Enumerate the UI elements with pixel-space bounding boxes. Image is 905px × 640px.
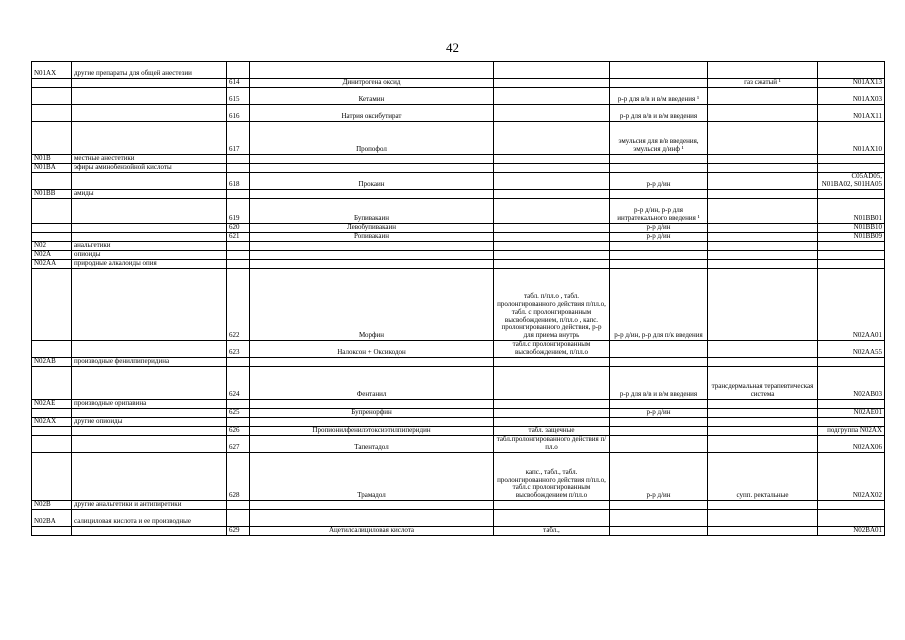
row-number-cell xyxy=(227,164,250,173)
atc-code-cell: N02AA xyxy=(32,260,72,269)
dosage-forms-cell xyxy=(494,122,610,155)
atc-reference-cell xyxy=(818,510,885,527)
atc-reference-cell xyxy=(818,62,885,79)
atc-reference-cell xyxy=(818,400,885,409)
injection-forms-cell: р-р д/ин, р-р для п/к введения xyxy=(610,269,708,341)
injection-forms-cell xyxy=(610,358,708,367)
atc-code-cell xyxy=(32,224,72,233)
row-number-cell: 626 xyxy=(227,427,250,436)
row-number-cell: 615 xyxy=(227,88,250,105)
group-name-cell xyxy=(72,105,227,122)
atc-code-cell xyxy=(32,436,72,453)
other-forms-cell xyxy=(708,260,818,269)
injection-forms-cell xyxy=(610,155,708,164)
other-forms-cell xyxy=(708,233,818,242)
group-name-cell xyxy=(72,269,227,341)
table-row xyxy=(32,190,885,199)
injection-forms-cell: р-р для в/в и в/м введения xyxy=(610,105,708,122)
other-forms-cell: трансдермальная терапевтическая система xyxy=(708,367,818,400)
table-row xyxy=(32,88,885,105)
dosage-forms-cell xyxy=(494,418,610,427)
atc-reference-cell: N01AX13 xyxy=(818,79,885,88)
atc-code-cell xyxy=(32,79,72,88)
injection-forms-cell: р-р д/ин xyxy=(610,224,708,233)
dosage-forms-cell: табл. п/пл.о , табл. пролонгированного действия п/пл.о, табл. с пролонгированным высвобождением, п/пл.о , капс. пролонгированного действия, р-р для приема внутрь xyxy=(494,269,610,341)
dosage-forms-cell xyxy=(494,242,610,251)
atc-reference-cell xyxy=(818,155,885,164)
table-row xyxy=(32,501,885,510)
dosage-forms-cell xyxy=(494,251,610,260)
atc-code-cell: N02AX xyxy=(32,418,72,427)
dosage-forms-cell xyxy=(494,199,610,224)
atc-code-cell xyxy=(32,341,72,358)
atc-code-cell: N01AX xyxy=(32,62,72,79)
other-forms-cell xyxy=(708,173,818,190)
dosage-forms-cell xyxy=(494,358,610,367)
group-name-cell: местные анестетики xyxy=(72,155,227,164)
row-number-cell: 624 xyxy=(227,367,250,400)
drug-name-cell xyxy=(250,62,494,79)
dosage-forms-cell xyxy=(494,233,610,242)
drug-name-cell xyxy=(250,358,494,367)
group-name-cell: другие препараты для общей анестезии xyxy=(72,62,227,79)
drug-name-cell: Фентанил xyxy=(250,367,494,400)
atc-code-cell: N01BA xyxy=(32,164,72,173)
group-name-cell xyxy=(72,173,227,190)
injection-forms-cell xyxy=(610,418,708,427)
atc-code-cell xyxy=(32,233,72,242)
row-number-cell: 616 xyxy=(227,105,250,122)
row-number-cell xyxy=(227,62,250,79)
drug-name-cell: Динитрогена оксид xyxy=(250,79,494,88)
drug-name-cell: Бупренорфин xyxy=(250,409,494,418)
other-forms-cell xyxy=(708,358,818,367)
injection-forms-cell: эмульсия для в/в введения, эмульсия д/инф ¹ xyxy=(610,122,708,155)
page-number: 42 xyxy=(446,40,459,55)
group-name-cell: производные фенилпиперидина xyxy=(72,358,227,367)
atc-code-cell xyxy=(32,409,72,418)
atc-reference-cell xyxy=(818,164,885,173)
other-forms-cell xyxy=(708,155,818,164)
group-name-cell xyxy=(72,224,227,233)
table-row xyxy=(32,367,885,400)
atc-code-cell xyxy=(32,105,72,122)
table-row xyxy=(32,242,885,251)
other-forms-cell: газ сжатый ¹ xyxy=(708,79,818,88)
group-name-cell xyxy=(72,122,227,155)
group-name-cell xyxy=(72,527,227,536)
drug-name-cell xyxy=(250,251,494,260)
other-forms-cell xyxy=(708,501,818,510)
row-number-cell xyxy=(227,418,250,427)
table-row xyxy=(32,164,885,173)
atc-reference-cell: N01BB10 xyxy=(818,224,885,233)
table-row xyxy=(32,260,885,269)
group-name-cell xyxy=(72,409,227,418)
table-row xyxy=(32,251,885,260)
drug-name-cell: Ропивакаин xyxy=(250,233,494,242)
atc-reference-cell xyxy=(818,190,885,199)
atc-code-cell: N02 xyxy=(32,242,72,251)
injection-forms-cell: р-р д/ин xyxy=(610,409,708,418)
drug-name-cell xyxy=(250,164,494,173)
table-row xyxy=(32,400,885,409)
other-forms-cell xyxy=(708,190,818,199)
other-forms-cell: супп. ректальные xyxy=(708,453,818,501)
row-number-cell xyxy=(227,155,250,164)
drug-table xyxy=(31,61,885,536)
row-number-cell: 619 xyxy=(227,199,250,224)
table-row xyxy=(32,233,885,242)
atc-code-cell xyxy=(32,199,72,224)
row-number-cell: 629 xyxy=(227,527,250,536)
drug-name-cell: Кетамин xyxy=(250,88,494,105)
dosage-forms-cell xyxy=(494,62,610,79)
dosage-forms-cell xyxy=(494,164,610,173)
dosage-forms-cell: табл.пролонгированного действия п/пл.о xyxy=(494,436,610,453)
drug-name-cell: Пропионилфенилэтоксиэтилпиперидин xyxy=(250,427,494,436)
dosage-forms-cell: табл., xyxy=(494,527,610,536)
other-forms-cell xyxy=(708,242,818,251)
row-number-cell: 620 xyxy=(227,224,250,233)
drug-name-cell xyxy=(250,260,494,269)
injection-forms-cell xyxy=(610,341,708,358)
dosage-forms-cell xyxy=(494,155,610,164)
atc-reference-cell xyxy=(818,501,885,510)
drug-name-cell xyxy=(250,155,494,164)
dosage-forms-cell xyxy=(494,409,610,418)
table-body xyxy=(32,62,885,536)
other-forms-cell xyxy=(708,164,818,173)
row-number-cell: 614 xyxy=(227,79,250,88)
other-forms-cell xyxy=(708,88,818,105)
atc-code-cell: N02B xyxy=(32,501,72,510)
other-forms-cell xyxy=(708,224,818,233)
atc-reference-cell: N02AA55 xyxy=(818,341,885,358)
other-forms-cell xyxy=(708,400,818,409)
dosage-forms-cell xyxy=(494,400,610,409)
injection-forms-cell xyxy=(610,190,708,199)
table-row xyxy=(32,105,885,122)
injection-forms-cell xyxy=(610,501,708,510)
atc-code-cell: N02AB xyxy=(32,358,72,367)
drug-name-cell: Бупивакаин xyxy=(250,199,494,224)
row-number-cell xyxy=(227,242,250,251)
atc-reference-cell: N02AB03 xyxy=(818,367,885,400)
other-forms-cell xyxy=(708,122,818,155)
other-forms-cell xyxy=(708,341,818,358)
atc-code-cell: N02BA xyxy=(32,510,72,527)
other-forms-cell xyxy=(708,269,818,341)
group-name-cell xyxy=(72,367,227,400)
injection-forms-cell xyxy=(610,242,708,251)
atc-reference-cell xyxy=(818,418,885,427)
drug-name-cell: Ацетилсалициловая кислота xyxy=(250,527,494,536)
group-name-cell: салициловая кислота и ее производные xyxy=(72,510,227,527)
row-number-cell xyxy=(227,260,250,269)
group-name-cell: производные орипавина xyxy=(72,400,227,409)
atc-reference-cell xyxy=(818,242,885,251)
table-row xyxy=(32,427,885,436)
other-forms-cell xyxy=(708,409,818,418)
atc-code-cell: N02A xyxy=(32,251,72,260)
table-row xyxy=(32,453,885,501)
atc-code-cell: N01BB xyxy=(32,190,72,199)
atc-reference-cell: N01AX11 xyxy=(818,105,885,122)
drug-name-cell xyxy=(250,400,494,409)
other-forms-cell xyxy=(708,418,818,427)
row-number-cell: 617 xyxy=(227,122,250,155)
drug-name-cell xyxy=(250,501,494,510)
table-row xyxy=(32,122,885,155)
table-row xyxy=(32,269,885,341)
atc-code-cell xyxy=(32,269,72,341)
injection-forms-cell xyxy=(610,400,708,409)
group-name-cell xyxy=(72,341,227,358)
row-number-cell xyxy=(227,510,250,527)
row-number-cell: 627 xyxy=(227,436,250,453)
dosage-forms-cell: капс., табл., табл. пролонгированного действия п/пл.о, табл.с пролонгированным высвобождением п/пл.о xyxy=(494,453,610,501)
injection-forms-cell xyxy=(610,510,708,527)
other-forms-cell xyxy=(708,251,818,260)
drug-name-cell: Налоксон + Оксикодон xyxy=(250,341,494,358)
injection-forms-cell xyxy=(610,62,708,79)
dosage-forms-cell xyxy=(494,190,610,199)
dosage-forms-cell xyxy=(494,224,610,233)
atc-reference-cell: N02AX02 xyxy=(818,453,885,501)
row-number-cell: 623 xyxy=(227,341,250,358)
table-row xyxy=(32,436,885,453)
atc-reference-cell: подгруппа N02AX xyxy=(818,427,885,436)
group-name-cell: анальгетики xyxy=(72,242,227,251)
atc-reference-cell: N01AX10 xyxy=(818,122,885,155)
group-name-cell xyxy=(72,88,227,105)
row-number-cell xyxy=(227,251,250,260)
injection-forms-cell: р-р д/ин xyxy=(610,233,708,242)
injection-forms-cell xyxy=(610,427,708,436)
dosage-forms-cell xyxy=(494,367,610,400)
atc-reference-cell: N01BB01 xyxy=(818,199,885,224)
other-forms-cell xyxy=(708,510,818,527)
group-name-cell: амиды xyxy=(72,190,227,199)
dosage-forms-cell: табл. защечные xyxy=(494,427,610,436)
row-number-cell: 622 xyxy=(227,269,250,341)
group-name-cell xyxy=(72,233,227,242)
atc-reference-cell xyxy=(818,251,885,260)
table-row xyxy=(32,199,885,224)
drug-name-cell: Трамадол xyxy=(250,453,494,501)
table-row xyxy=(32,62,885,79)
drug-name-cell: Морфин xyxy=(250,269,494,341)
table-row xyxy=(32,224,885,233)
drug-name-cell: Пропофол xyxy=(250,122,494,155)
atc-reference-cell: N01BB09 xyxy=(818,233,885,242)
dosage-forms-cell: табл.с пролонгированным высвобождением, п/пл.о xyxy=(494,341,610,358)
atc-code-cell xyxy=(32,173,72,190)
table-row xyxy=(32,79,885,88)
other-forms-cell xyxy=(708,427,818,436)
dosage-forms-cell xyxy=(494,88,610,105)
atc-reference-cell xyxy=(818,358,885,367)
injection-forms-cell xyxy=(610,251,708,260)
table-row xyxy=(32,418,885,427)
other-forms-cell xyxy=(708,105,818,122)
atc-reference-cell: N02BA01 xyxy=(818,527,885,536)
injection-forms-cell: р-р для в/в и в/м введения xyxy=(610,367,708,400)
other-forms-cell xyxy=(708,62,818,79)
table-row xyxy=(32,155,885,164)
atc-code-cell: N01B xyxy=(32,155,72,164)
group-name-cell xyxy=(72,453,227,501)
atc-code-cell xyxy=(32,88,72,105)
table-row xyxy=(32,527,885,536)
row-number-cell: 621 xyxy=(227,233,250,242)
injection-forms-cell: р-р д/ин, р-р для интратекального введения ¹ xyxy=(610,199,708,224)
other-forms-cell xyxy=(708,199,818,224)
row-number-cell xyxy=(227,400,250,409)
drug-name-cell xyxy=(250,242,494,251)
injection-forms-cell: р-р для в/в и в/м введения ¹ xyxy=(610,88,708,105)
injection-forms-cell xyxy=(610,79,708,88)
row-number-cell: 618 xyxy=(227,173,250,190)
drug-name-cell: Прокаин xyxy=(250,173,494,190)
drug-name-cell xyxy=(250,418,494,427)
atc-code-cell xyxy=(32,453,72,501)
atc-reference-cell xyxy=(818,260,885,269)
atc-code-cell xyxy=(32,367,72,400)
atc-reference-cell: N02AE01 xyxy=(818,409,885,418)
group-name-cell: эфиры аминобензойной кислоты xyxy=(72,164,227,173)
atc-reference-cell: C05AD05, N01BA02, S01HA05 xyxy=(818,173,885,190)
group-name-cell: другие анальгетики и антипиретики xyxy=(72,501,227,510)
dosage-forms-cell xyxy=(494,79,610,88)
injection-forms-cell xyxy=(610,164,708,173)
group-name-cell xyxy=(72,79,227,88)
drug-name-cell: Натрия оксибутират xyxy=(250,105,494,122)
injection-forms-cell xyxy=(610,260,708,269)
table-row xyxy=(32,358,885,367)
injection-forms-cell xyxy=(610,436,708,453)
drug-name-cell xyxy=(250,510,494,527)
atc-reference-cell: N01AX03 xyxy=(818,88,885,105)
dosage-forms-cell xyxy=(494,510,610,527)
group-name-cell xyxy=(72,436,227,453)
group-name-cell: опиоиды xyxy=(72,251,227,260)
drug-name-cell: Левобупивакаин xyxy=(250,224,494,233)
row-number-cell xyxy=(227,190,250,199)
atc-code-cell: N02AE xyxy=(32,400,72,409)
table-row xyxy=(32,510,885,527)
other-forms-cell xyxy=(708,436,818,453)
atc-code-cell xyxy=(32,122,72,155)
atc-code-cell xyxy=(32,527,72,536)
row-number-cell xyxy=(227,501,250,510)
group-name-cell: другие опиоиды xyxy=(72,418,227,427)
group-name-cell xyxy=(72,427,227,436)
drug-name-cell xyxy=(250,190,494,199)
injection-forms-cell: р-р д/ин xyxy=(610,173,708,190)
other-forms-cell xyxy=(708,527,818,536)
row-number-cell xyxy=(227,358,250,367)
dosage-forms-cell xyxy=(494,173,610,190)
drug-name-cell: Тапентадол xyxy=(250,436,494,453)
injection-forms-cell: р-р д/ин xyxy=(610,453,708,501)
row-number-cell: 625 xyxy=(227,409,250,418)
dosage-forms-cell xyxy=(494,105,610,122)
atc-reference-cell: N02AX06 xyxy=(818,436,885,453)
table-row xyxy=(32,173,885,190)
dosage-forms-cell xyxy=(494,501,610,510)
injection-forms-cell xyxy=(610,527,708,536)
group-name-cell: природные алкалоиды опия xyxy=(72,260,227,269)
atc-code-cell xyxy=(32,427,72,436)
dosage-forms-cell xyxy=(494,260,610,269)
atc-reference-cell: N02AA01 xyxy=(818,269,885,341)
table-row xyxy=(32,341,885,358)
table-row xyxy=(32,409,885,418)
row-number-cell: 628 xyxy=(227,453,250,501)
group-name-cell xyxy=(72,199,227,224)
